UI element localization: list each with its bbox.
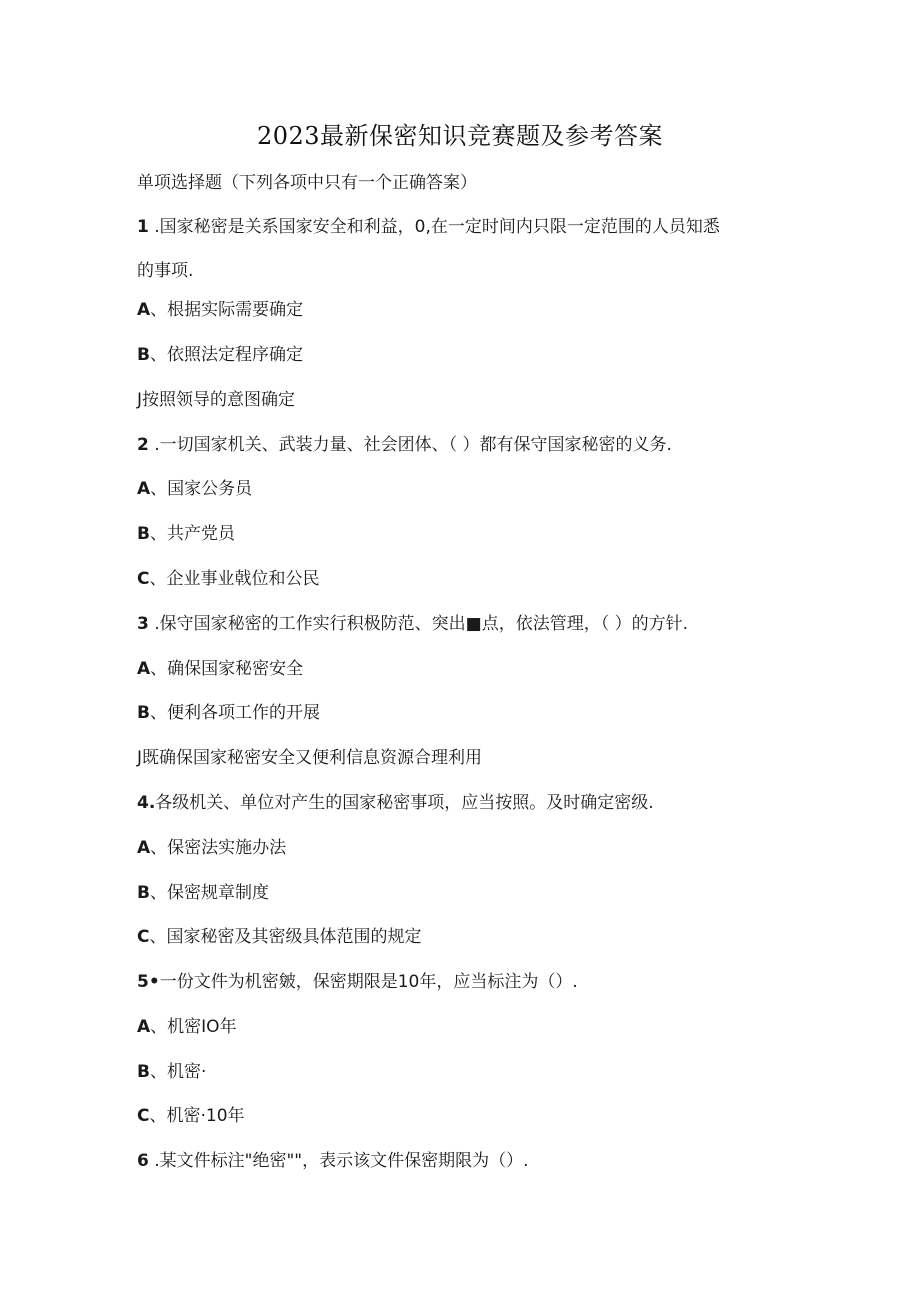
question-line	[137, 1101, 245, 1126]
line-text: 、保密规章制度	[149, 883, 269, 903]
question-line	[137, 698, 320, 723]
line-marker: 1	[137, 217, 149, 237]
line-text: J既确保国家秘密安全又便利信息资源合理利用	[137, 748, 483, 768]
line-text: 、保密法实施办法	[150, 838, 287, 858]
line-text: 、共产党员	[149, 524, 235, 544]
question-line	[137, 430, 672, 455]
question-line	[137, 878, 269, 903]
question-line	[137, 340, 303, 365]
line-marker: A	[137, 659, 151, 679]
line-text: 、机密·	[149, 1062, 207, 1082]
question-line	[137, 295, 303, 320]
question-line	[137, 1057, 206, 1082]
line-text: 、企业事业戟位和公民	[149, 569, 320, 589]
line-marker: 4.	[137, 793, 156, 813]
line-text: 各级机关、单位对产生的国家秘密事项，应当按照。及时确定密级.	[155, 793, 654, 813]
line-marker: B	[137, 703, 150, 723]
question-line	[137, 788, 654, 813]
question-line	[137, 967, 578, 992]
line-marker: A	[137, 479, 151, 499]
line-text: 、国家公务员	[150, 479, 253, 499]
section-header: 单项选择题（下列各项中只有一个正确答案）	[137, 173, 477, 193]
line-marker: B	[137, 524, 150, 544]
question-line	[137, 212, 720, 237]
question-line	[137, 833, 286, 858]
line-text: 、机密IO年	[150, 1017, 237, 1037]
question-line	[137, 922, 421, 947]
line-marker: 2	[137, 435, 149, 455]
text-line	[137, 743, 482, 768]
question-line	[137, 1012, 237, 1037]
line-marker: A	[137, 300, 151, 320]
line-marker: B	[137, 883, 150, 903]
line-text: 一份文件为机密皴，保密期限是10年，应当标注为（）.	[159, 972, 578, 992]
line-marker: A	[137, 838, 151, 858]
line-text: .国家秘密是关系国家安全和利益，0,在一定时间内只限一定范围的人员知悉	[148, 217, 720, 237]
question-line	[137, 564, 319, 589]
line-text: .一切国家机关、武装力量、社会团体、（ ）都有保守国家秘密的义务.	[148, 435, 672, 455]
line-marker: B	[137, 1062, 150, 1082]
line-marker: C	[137, 927, 150, 947]
question-line	[137, 654, 303, 679]
question-line	[137, 609, 688, 634]
document-title: 2023最新保密知识竞赛题及参考答案	[256, 122, 664, 150]
line-marker: 3	[137, 614, 149, 634]
text-line	[137, 385, 295, 410]
question-line	[137, 1146, 529, 1171]
line-text: J按照领导的意图确定	[137, 390, 296, 410]
line-marker: 6	[137, 1151, 149, 1171]
line-marker: 5•	[137, 972, 160, 992]
line-marker: B	[137, 345, 150, 365]
line-text: .某文件标注"绝密""，表示该文件保密期限为（）.	[148, 1151, 529, 1171]
line-text: 、国家秘密及其密级具体范围的规定	[149, 927, 422, 947]
line-text: 的事项.	[137, 261, 194, 281]
line-text: 、便利各项工作的开展	[149, 703, 320, 723]
line-text: 、依照法定程序确定	[149, 345, 303, 365]
line-text: 、根据实际需要确定	[150, 300, 304, 320]
question-line	[137, 519, 235, 544]
line-text: .保守国家秘密的工作实行积极防范、突出■点，依法管理，（ ）的方针.	[148, 614, 689, 634]
line-marker: C	[137, 1106, 150, 1126]
line-text: 、确保国家秘密安全	[150, 659, 304, 679]
text-line	[137, 256, 193, 281]
line-text: 、机密·10年	[149, 1106, 245, 1126]
line-marker: A	[137, 1017, 151, 1037]
line-marker: C	[137, 569, 150, 589]
question-line	[137, 474, 252, 499]
